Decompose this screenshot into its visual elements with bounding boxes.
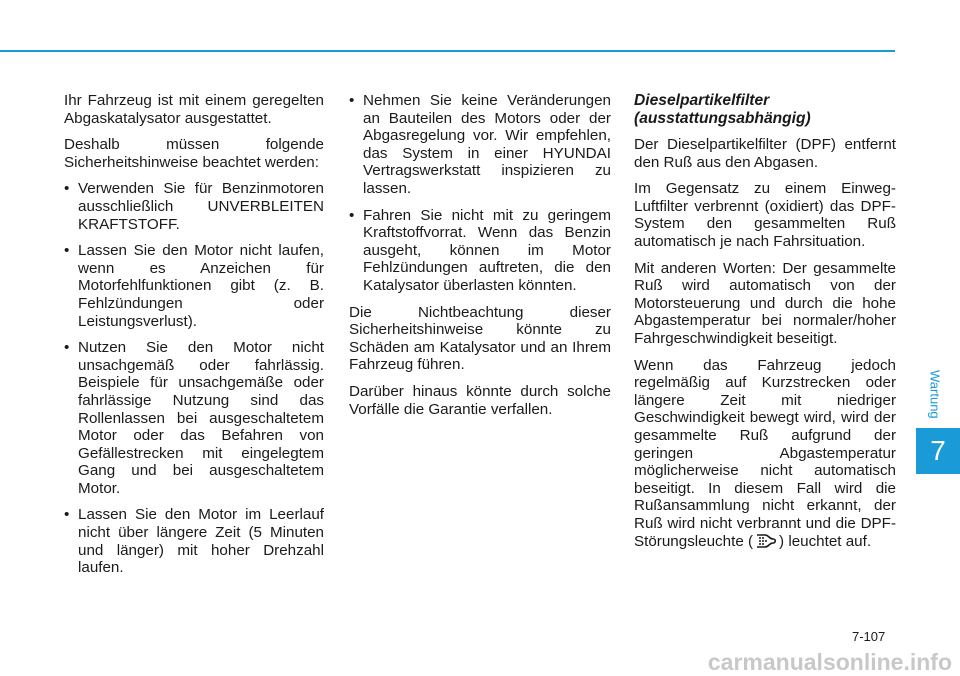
section-heading [634, 92, 896, 128]
safety-list-continued [349, 92, 611, 295]
dpf-warning-light-icon [753, 532, 779, 550]
header-rule [0, 50, 895, 52]
watermark: carmanualsonline.info [707, 649, 952, 675]
intro-paragraph: Ihr Fahrzeug ist mit einem geregelten Abgaskatalysator ausgestattet. [64, 92, 324, 127]
dpf-warning-paragraph [634, 357, 896, 552]
dpf-intro-paragraph: Der Dieselpartikelfilter (DPF) entfernt den Ruß aus den Abgasen. [634, 136, 896, 171]
consequence-paragraph: Die Nichtbeachtung dieser Sicherheitshinweise könnte zu Schäden am Katalysator und an Ihrem Fahrzeug führen. [349, 303, 611, 374]
dpf-auto-paragraph: Mit anderen Worten: Der gesammelte Ruß wird automatisch von der Motorsteuerung und durch die hohe Abgastemperatur bei normaler/hoher Fahrgeschwindigkeit beseitigt. [634, 259, 896, 347]
list-item: • Fahren Sie nicht mit zu geringem Kraftstoffvorrat. Wenn das Benzin ausgeht, können im Motor Fehlzündungen auftreten, die den Katalysator überlasten könnten. [349, 207, 611, 295]
column-left [64, 92, 324, 586]
column-right [634, 92, 896, 560]
list-item: • Lassen Sie den Motor im Leerlauf nicht über längere Zeit (5 Minuten und länger) mit hoher Drehzahl laufen. [64, 506, 324, 576]
heading-line-1: Dieselpartikelfilter [634, 92, 770, 109]
column-middle [349, 92, 611, 427]
safety-intro-paragraph: Deshalb müssen folgende Sicherheitshinweise beachtet werden: [64, 136, 324, 171]
warranty-paragraph: Darüber hinaus könnte durch solche Vorfälle die Garantie verfallen. [349, 382, 611, 418]
list-item: • Verwenden Sie für Benzinmotoren ausschließlich UNVERBLEITEN KRAFTSTOFF. [64, 180, 324, 233]
heading-line-2: (ausstattungsabhängig) [634, 110, 811, 127]
list-item: • Nutzen Sie den Motor nicht unsachgemäß oder fahrlässig. Beispiele für unsachgemäße oder fahrlässige Nutzung sind das Rollenlassen bei ausgeschaltetem Motor oder das Befahren von Gefällestrecken mit eingelegtem Gang und bei ausgeschaltetem Motor. [64, 339, 324, 497]
chapter-tab: 7 [916, 428, 960, 474]
dpf-warning-text-end: ) leuchtet auf. [779, 533, 872, 551]
list-item: • Nehmen Sie keine Veränderungen an Bauteilen des Motors oder der Abgasregelung vor. Wir empfehlen, das System in einer HYUNDAI Vertragswerkstatt inspizieren zu lassen. [349, 92, 611, 198]
dpf-warning-text: Wenn das Fahrzeug jedoch regelmäßig auf Kurzstrecken oder längere Zeit mit niedriger Geschwindigkeit bewegt wird, wird der gesammelte Ruß aufgrund der geringen Abgastemperatur möglicherweise nicht automatisch beseitigt. In diesem Fall wird die Rußansammlung nicht erkannt, der Ruß wird nicht verbrannt und die DPF-Störungsleuchte ( [634, 356, 896, 551]
safety-list [64, 180, 324, 576]
dpf-oxidation-paragraph: Im Gegensatz zu einem Einweg-Luftfilter verbrennt (oxidiert) das DPF-System den gesammelten Ruß automatisch je nach Fahrsituation. [634, 180, 896, 250]
chapter-label: Wartung [927, 369, 943, 419]
list-item: • Lassen Sie den Motor nicht laufen, wenn es Anzeichen für Motorfehlfunktionen gibt (z. B. Fehlzündungen oder Leistungsverlust). [64, 242, 324, 330]
page-number: 7-107 [852, 629, 886, 644]
